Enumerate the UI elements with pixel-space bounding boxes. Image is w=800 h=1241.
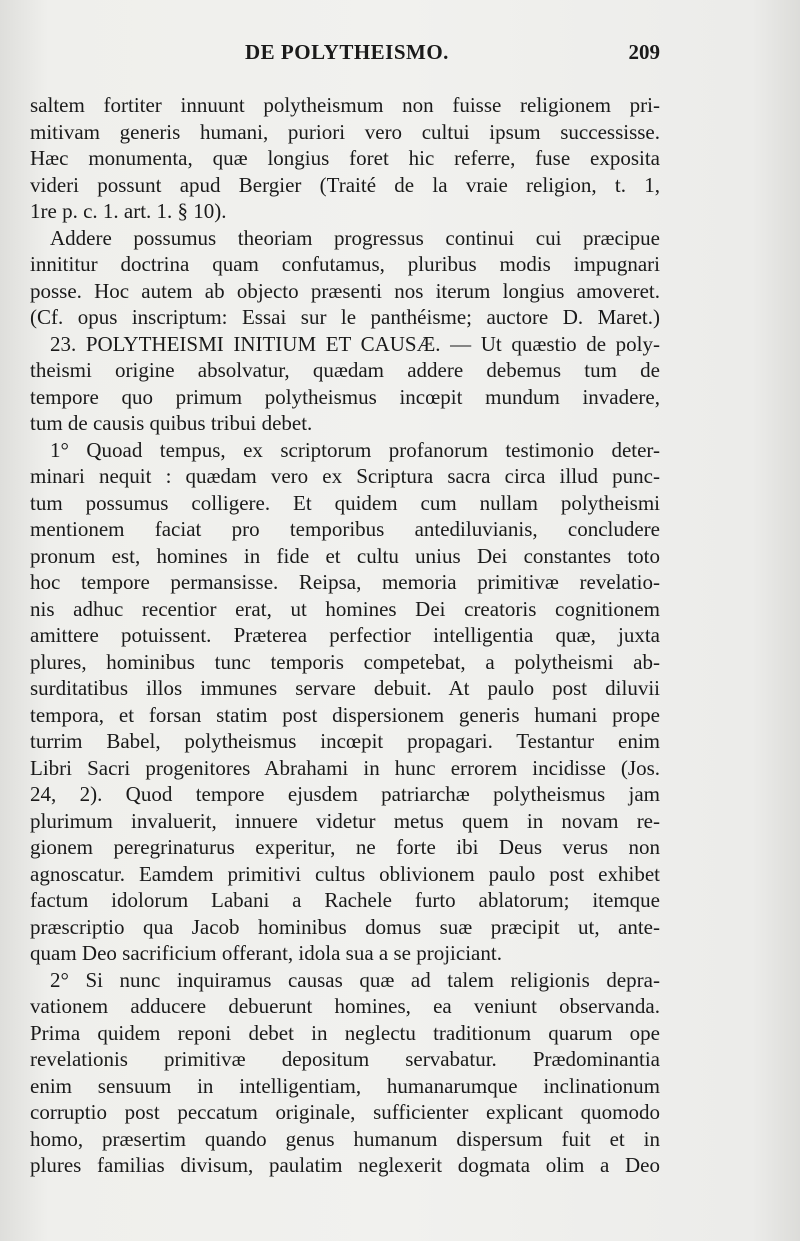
text-line: tempora, et forsan statim post dispersionem generis humani prope bbox=[30, 702, 660, 727]
text-line: posse. Hoc autem ab objecto præsenti nos iterum longius amoveret. bbox=[30, 278, 660, 303]
text-line: 24, 2). Quod tempore ejusdem patriarchæ polytheismus jam bbox=[30, 782, 660, 806]
text-line: mentionem faciat pro temporibus antediluvianis, concludere bbox=[30, 517, 660, 541]
text-line: tum de causis quibus tribui debet. bbox=[30, 411, 313, 435]
text-line: (Cf. opus inscriptum: Essai sur le panthéisme; auctore D. Maret.) bbox=[30, 305, 660, 329]
text-line: videri possunt apud Bergier (Traité de la vraie religion, t. 1, bbox=[30, 172, 660, 197]
text-line: pronum est, homines in fide et cultu unius Dei constantes toto bbox=[30, 543, 660, 568]
text-line: gionem peregrinaturus experitur, ne forte ibi Deus verus non bbox=[30, 835, 660, 859]
text-line: enim sensuum in intelligentiam, humanarumque inclinationum bbox=[30, 1073, 660, 1098]
text-line: vationem adducere debuerunt homines, ea veniunt observanda. bbox=[30, 994, 660, 1018]
text-line: saltem fortiter innuunt polytheismum non fuisse religionem pri- bbox=[30, 93, 660, 117]
text-line: tum possumus colligere. Et quidem cum nullam polytheismi bbox=[30, 490, 660, 515]
text-line: 1° Quoad tempus, ex scriptorum profanorum testimonio deter- bbox=[50, 437, 660, 462]
section-heading-line: 23. POLYTHEISMI INITIUM ET CAUSÆ. — Ut quæstio de poly- bbox=[50, 331, 660, 356]
text-line: revelationis primitivæ depositum servabatur. Prædominantia bbox=[30, 1047, 660, 1071]
page-number: 209 bbox=[628, 40, 660, 64]
text-line: amittere potuissent. Præterea perfectior intelligentia quæ, juxta bbox=[30, 623, 660, 647]
text-line: corruptio post peccatum originale, sufficienter explicant quomodo bbox=[30, 1100, 660, 1124]
text-line: innititur doctrina quam confutamus, pluribus modis impugnari bbox=[30, 252, 660, 276]
text-line: 2° Si nunc inquiramus causas quæ ad talem religionis depra- bbox=[50, 967, 660, 992]
text-line: Hæc monumenta, quæ longius foret hic referre, fuse exposita bbox=[30, 146, 660, 170]
text-line: factum idolorum Labani a Rachele furto ablatorum; itemque bbox=[30, 888, 660, 912]
text-line: theismi origine absolvatur, quædam addere debemus tum de bbox=[30, 358, 660, 382]
text-line: Libri Sacri progenitores Abrahami in hunc errorem incidisse (Jos. bbox=[30, 755, 660, 780]
running-title: DE POLYTHEISMO. bbox=[245, 40, 449, 64]
text-line: mitivam generis humani, puriori vero cultui ipsum successisse. bbox=[30, 119, 660, 144]
text-line: plurimum invaluerit, innuere videtur metus quem in novam re- bbox=[30, 808, 660, 833]
text-body bbox=[30, 92, 660, 1179]
text-line: præscriptio qua Jacob hominibus domus suæ præcipit ut, ante- bbox=[30, 914, 660, 939]
text-line: minari nequit : quædam vero ex Scriptura sacra circa illud punc- bbox=[30, 464, 660, 488]
page-header bbox=[245, 40, 660, 74]
text-line: Addere possumus theoriam progressus continui cui præcipue bbox=[50, 225, 660, 250]
text-line: surditatibus illos immunes servare debuit. At paulo post diluvii bbox=[30, 676, 660, 700]
text-line: plures, hominibus tunc temporis competebat, a polytheismi ab- bbox=[30, 649, 660, 674]
text-line: Prima quidem reponi debet in neglectu traditionum quarum ope bbox=[30, 1020, 660, 1045]
text-line: tempore quo primum polytheismus incœpit mundum invadere, bbox=[30, 384, 660, 409]
text-line: turrim Babel, polytheismus incœpit propagari. Testantur enim bbox=[30, 729, 660, 753]
text-line: 1re p. c. 1. art. 1. § 10). bbox=[30, 199, 227, 223]
text-line: plures familias divisum, paulatim neglexerit dogmata olim a Deo bbox=[30, 1153, 660, 1177]
text-line: nis adhuc recentior erat, ut homines Dei creatoris cognitionem bbox=[30, 596, 660, 621]
text-line: hoc tempore permansisse. Reipsa, memoria primitivæ revelatio- bbox=[30, 570, 660, 594]
text-line: quam Deo sacrificium offerant, idola sua a se projiciant. bbox=[30, 941, 502, 965]
text-line: agnoscatur. Eamdem primitivi cultus oblivionem paulo post exhibet bbox=[30, 861, 660, 886]
text-line: homo, præsertim quando genus humanum dispersum fuit et in bbox=[30, 1126, 660, 1151]
